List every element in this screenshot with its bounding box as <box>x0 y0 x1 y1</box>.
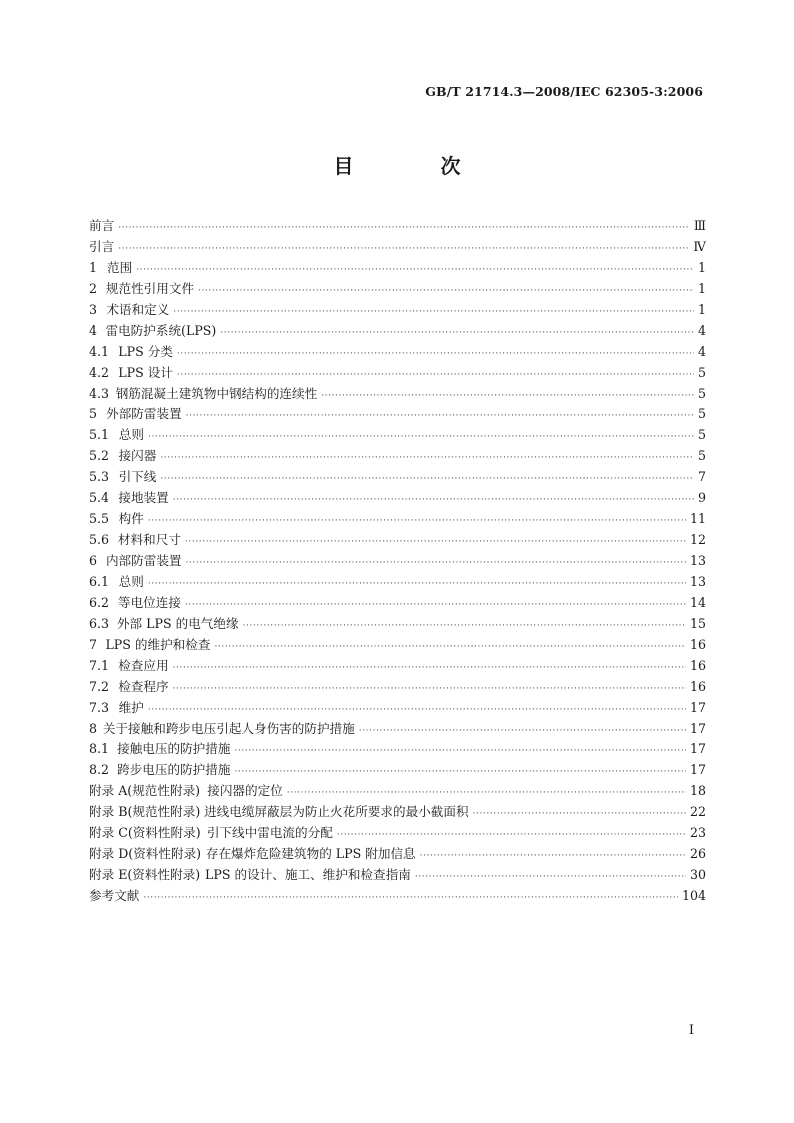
toc-entry-number: 附录 C(资料性附录) <box>89 825 201 841</box>
toc-entry[interactable] <box>89 781 706 802</box>
toc-entry-number: 5.1 <box>89 427 110 443</box>
toc-entry-number: 5.5 <box>89 511 110 527</box>
toc-entry-number: 8 <box>89 720 98 736</box>
toc-entry-number: 6.1 <box>89 573 110 589</box>
toc-dot-leader <box>118 239 689 260</box>
toc-entry[interactable] <box>89 509 706 530</box>
toc-entry[interactable] <box>89 698 706 719</box>
toc-dot-leader <box>234 762 686 783</box>
toc-entry-page: Ⅳ <box>693 238 706 254</box>
toc-entry-label: 术语和定义 <box>106 301 170 317</box>
toc-entry-label: LPS 分类 <box>118 343 173 359</box>
toc-dot-leader <box>136 260 694 281</box>
toc-entry-page: 22 <box>689 804 706 820</box>
toc-entry-label: 引言 <box>89 238 115 254</box>
toc-entry[interactable] <box>89 802 706 823</box>
toc-dot-leader <box>160 469 694 490</box>
toc-dot-leader <box>173 490 694 511</box>
toc-entry-page: 9 <box>697 490 706 506</box>
toc-entry[interactable] <box>89 593 706 614</box>
toc-entry-label: 引下线中雷电流的分配 <box>206 825 333 841</box>
toc-entry-label: 接闪器 <box>118 448 157 464</box>
toc-entry-page: 1 <box>697 259 706 275</box>
toc-entry[interactable] <box>89 488 706 509</box>
toc-dot-leader <box>198 281 694 302</box>
toc-entry-page: 17 <box>689 720 706 736</box>
standard-code: GB/T 21714.3—2008/IEC 62305-3:2006 <box>425 84 703 99</box>
toc-dot-leader <box>186 553 686 574</box>
toc-entry-page: 16 <box>689 657 706 673</box>
toc-entry[interactable] <box>89 719 706 740</box>
toc-entry-number: 7 <box>89 636 98 652</box>
toc-entry-label: 引下线 <box>118 469 157 485</box>
toc-dot-leader <box>243 616 686 637</box>
toc-entry-page: 16 <box>689 636 706 652</box>
toc-entry-label: 关于接触和跨步电压引起人身伤害的防护措施 <box>102 720 355 736</box>
toc-entry-label: 进线电缆屏蔽层为防止火花所要求的最小截面积 <box>204 804 469 820</box>
toc-entry-page: 5 <box>697 364 706 380</box>
toc-entry-number: 5 <box>89 406 98 422</box>
toc-dot-leader <box>415 867 686 888</box>
toc-entry-number: 5.4 <box>89 490 110 506</box>
toc-entry-number: 2 <box>89 280 98 296</box>
toc-entry-label: 总则 <box>118 573 144 589</box>
toc-dot-leader <box>173 658 686 679</box>
toc-entry-number: 3 <box>89 301 98 317</box>
toc-entry[interactable] <box>89 656 706 677</box>
toc-dot-leader <box>287 783 686 804</box>
toc-entry-page: 7 <box>697 469 706 485</box>
toc-entry[interactable] <box>89 823 706 844</box>
toc-dot-leader <box>173 679 686 700</box>
toc-entry-label: 等电位连接 <box>117 594 181 610</box>
toc-entry[interactable] <box>89 279 706 300</box>
toc-dot-leader <box>185 532 686 553</box>
toc-entry-page: 15 <box>689 615 706 631</box>
toc-entry-number: 附录 D(资料性附录) <box>89 846 202 862</box>
toc-entry-page: 1 <box>697 280 706 296</box>
toc-entry-page: 12 <box>689 532 706 548</box>
toc-entry-label: 外部防雷装置 <box>106 406 182 422</box>
toc-dot-leader <box>337 825 686 846</box>
toc-entry[interactable] <box>89 342 706 363</box>
toc-entry[interactable] <box>89 300 706 321</box>
toc-entry-number: 4 <box>89 322 98 338</box>
toc-entry[interactable] <box>89 865 706 886</box>
table-of-contents <box>89 216 706 907</box>
toc-entry-page: 5 <box>697 385 706 401</box>
toc-entry-number: 4.3 <box>89 385 110 401</box>
toc-entry[interactable] <box>89 425 706 446</box>
toc-dot-leader <box>118 218 690 239</box>
page-number: Ⅰ <box>688 1023 694 1038</box>
toc-entry[interactable] <box>89 886 706 907</box>
toc-dot-leader <box>173 302 694 323</box>
toc-dot-leader <box>177 365 694 386</box>
toc-entry-label: 检查应用 <box>118 657 169 673</box>
toc-entry-page: 13 <box>689 553 706 568</box>
toc-entry-page: 5 <box>697 406 706 422</box>
toc-entry-page: 17 <box>689 741 706 757</box>
toc-entry-number: 1 <box>89 259 98 275</box>
toc-entry-page: 4 <box>697 322 706 338</box>
toc-dot-leader <box>177 344 694 365</box>
toc-entry[interactable] <box>89 635 706 656</box>
toc-entry-label: 存在爆炸危险建筑物的 LPS 附加信息 <box>205 846 416 862</box>
toc-entry[interactable] <box>89 530 706 551</box>
toc-entry-label: LPS 的维护和检查 <box>105 636 211 652</box>
toc-entry-page: 18 <box>689 783 706 799</box>
toc-entry-number: 附录 B(规范性附录) <box>89 804 201 820</box>
toc-entry[interactable] <box>89 739 706 760</box>
toc-entry-page: Ⅲ <box>693 218 706 233</box>
toc-entry-number: 8.1 <box>89 741 110 757</box>
toc-entry-label: 接闪器的定位 <box>207 783 283 799</box>
toc-entry-label: 范围 <box>106 259 133 275</box>
toc-entry[interactable] <box>89 384 706 405</box>
toc-entry-number: 6 <box>89 553 98 568</box>
toc-dot-leader <box>148 700 686 721</box>
toc-dot-leader <box>214 637 686 658</box>
toc-entry-label: 外部 LPS 的电气绝缘 <box>116 615 239 631</box>
toc-entry-page: 17 <box>689 699 706 715</box>
toc-entry-number: 5.6 <box>89 532 110 548</box>
toc-entry-page: 1 <box>697 301 706 317</box>
toc-entry-label: 前言 <box>89 218 115 233</box>
toc-entry[interactable] <box>89 237 706 258</box>
toc-dot-leader <box>234 741 686 762</box>
toc-entry[interactable] <box>89 677 706 698</box>
toc-entry-page: 11 <box>689 511 706 527</box>
toc-entry-label: 内部防雷装置 <box>105 553 182 568</box>
toc-entry[interactable] <box>89 216 706 237</box>
toc-entry[interactable] <box>89 363 706 384</box>
toc-entry-page: 23 <box>689 825 706 841</box>
toc-entry-label: 构件 <box>118 511 144 527</box>
toc-entry-label: 接地装置 <box>118 490 169 506</box>
toc-entry-label: LPS 设计 <box>118 364 173 380</box>
toc-entry[interactable] <box>89 844 706 865</box>
toc-entry-label: 参考文献 <box>89 888 140 903</box>
page-title: 目 次 <box>333 154 501 178</box>
toc-entry-label: 雷电防护系统(LPS) <box>105 322 217 338</box>
toc-entry-number: 4.2 <box>89 364 110 380</box>
toc-entry-number: 7.2 <box>89 678 110 694</box>
toc-entry-label: 跨步电压的防护措施 <box>117 762 231 778</box>
toc-entry-number: 5.2 <box>89 448 110 464</box>
toc-entry-label: 维护 <box>118 699 144 715</box>
toc-entry[interactable] <box>89 551 706 572</box>
toc-entry-page: 17 <box>689 762 706 778</box>
toc-entry-label: 材料和尺寸 <box>117 532 181 548</box>
toc-entry-number: 6.2 <box>89 594 110 610</box>
toc-entry[interactable] <box>89 321 706 342</box>
toc-entry-page: 26 <box>689 846 706 862</box>
toc-dot-leader <box>420 846 686 867</box>
toc-entry-page: 14 <box>689 594 706 610</box>
toc-entry-number: 4.1 <box>89 343 110 359</box>
toc-dot-leader <box>148 511 686 532</box>
toc-dot-leader <box>473 804 686 825</box>
toc-dot-leader <box>143 888 678 909</box>
toc-dot-leader <box>160 448 694 469</box>
toc-entry[interactable] <box>89 572 706 593</box>
toc-entry[interactable] <box>89 258 706 279</box>
toc-dot-leader <box>220 323 694 344</box>
toc-entry-page: 104 <box>681 888 706 903</box>
toc-entry[interactable] <box>89 614 706 635</box>
toc-entry-page: 16 <box>689 678 706 694</box>
toc-dot-leader <box>185 595 686 616</box>
toc-entry-label: 总则 <box>118 427 144 443</box>
toc-entry-label: 检查程序 <box>118 678 169 694</box>
toc-entry-number: 8.2 <box>89 762 110 778</box>
toc-entry[interactable] <box>89 467 706 488</box>
toc-dot-leader <box>148 427 694 448</box>
toc-entry-label: 接触电压的防护措施 <box>117 741 231 757</box>
toc-entry[interactable] <box>89 404 706 425</box>
toc-entry[interactable] <box>89 446 706 467</box>
toc-entry-number: 附录 A(规范性附录) <box>89 783 201 799</box>
toc-dot-leader <box>321 386 694 407</box>
toc-dot-leader <box>359 721 686 742</box>
toc-entry-page: 5 <box>697 448 706 464</box>
toc-dot-leader <box>148 574 686 595</box>
toc-entry[interactable] <box>89 760 706 781</box>
toc-dot-leader <box>186 406 694 427</box>
toc-entry-page: 30 <box>689 867 706 883</box>
toc-entry-label: 钢筋混凝土建筑物中钢结构的连续性 <box>115 385 318 401</box>
toc-entry-number: 5.3 <box>89 469 110 485</box>
toc-entry-number: 7.3 <box>89 699 110 715</box>
toc-entry-number: 附录 E(资料性附录) <box>89 867 201 883</box>
toc-entry-page: 4 <box>697 343 706 359</box>
toc-entry-number: 7.1 <box>89 657 110 673</box>
toc-entry-label: LPS 的设计、施工、维护和检查指南 <box>205 867 411 883</box>
toc-entry-label: 规范性引用文件 <box>105 280 195 296</box>
toc-entry-page: 5 <box>697 427 706 443</box>
toc-entry-page: 13 <box>689 573 706 589</box>
toc-entry-number: 6.3 <box>89 615 110 631</box>
